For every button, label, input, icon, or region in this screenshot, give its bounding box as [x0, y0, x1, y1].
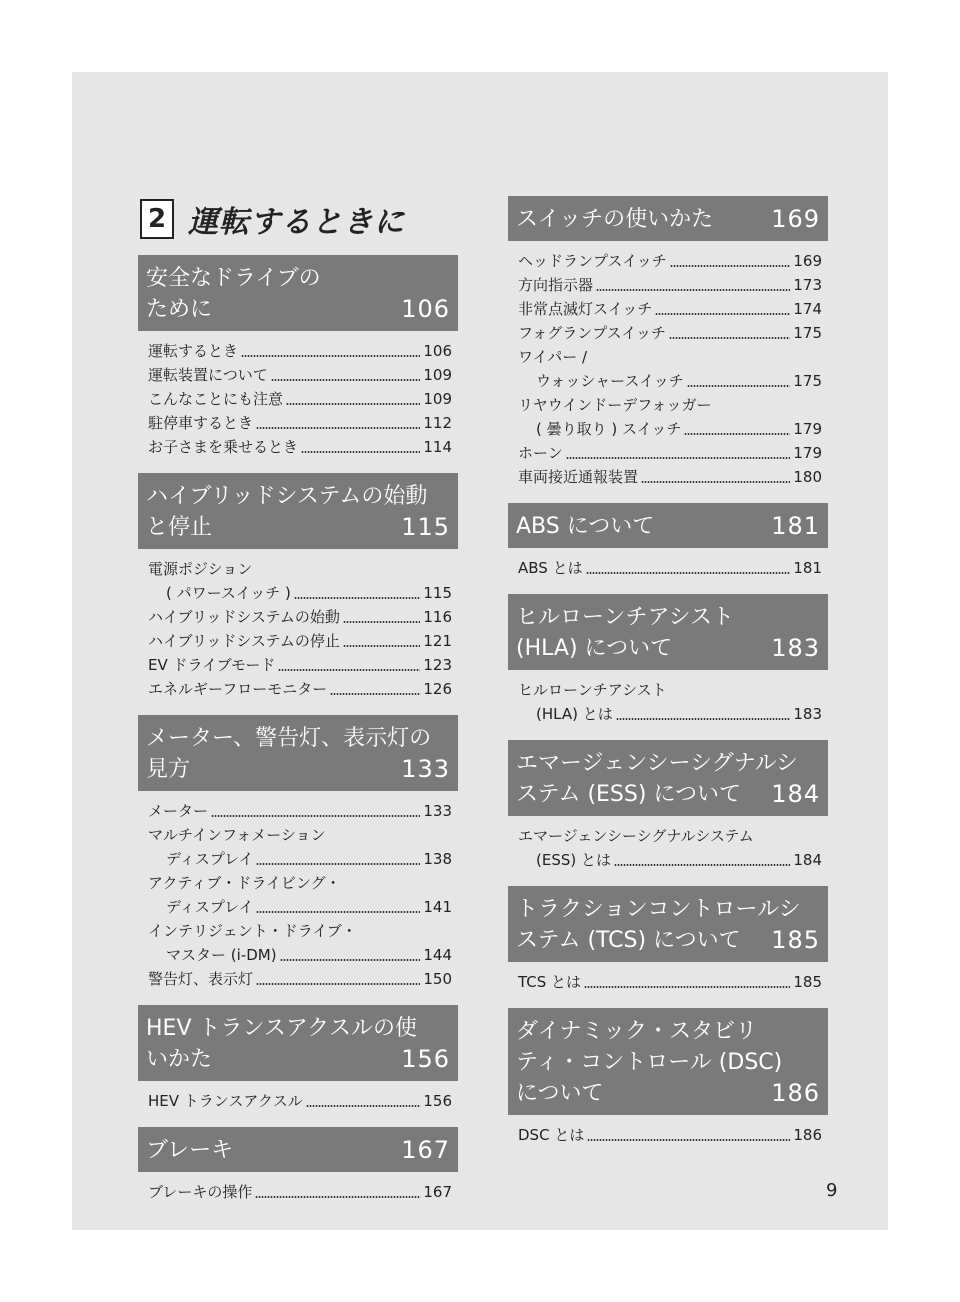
toc-entry[interactable] — [518, 249, 822, 273]
section-header[interactable] — [138, 1127, 458, 1172]
section-title: (HLA) について — [516, 636, 673, 661]
dot-leader — [271, 379, 421, 381]
toc-entry-page: 175 — [793, 324, 822, 342]
section-header[interactable] — [508, 196, 828, 241]
toc-entry[interactable] — [148, 557, 452, 605]
toc-entry-page: 115 — [423, 584, 452, 602]
toc-entry[interactable] — [148, 653, 452, 677]
toc-entry-label-line1: マルチインフォメーション — [148, 826, 326, 844]
toc-section — [508, 503, 828, 580]
section-page-number: 167 — [401, 1136, 450, 1164]
toc-entry-page: 144 — [423, 946, 452, 964]
toc-entry-label: (HLA) とは — [536, 705, 613, 723]
toc-entry-page: 109 — [423, 390, 452, 408]
toc-entry-label: メーター — [148, 802, 209, 820]
toc-entry-page: 123 — [423, 656, 452, 674]
dot-leader — [586, 572, 791, 574]
section-page-number: 181 — [771, 512, 820, 540]
dot-leader — [278, 669, 420, 671]
toc-entry[interactable] — [518, 273, 822, 297]
toc-entry-label: 駐停車するとき — [148, 414, 254, 432]
dot-leader — [256, 427, 420, 429]
page-number: 9 — [826, 1180, 838, 1201]
toc-entry-page: 114 — [423, 438, 452, 456]
toc-entry-label: ホーン — [518, 444, 563, 462]
toc-entry-label: 警告灯、表示灯 — [148, 970, 254, 988]
toc-entry-label: ABS とは — [518, 559, 583, 577]
toc-entry-label: ( 曇り取り ) スイッチ — [536, 420, 682, 438]
toc-entry-label: ハイブリッドシステムの停止 — [148, 632, 340, 650]
toc-entry[interactable] — [518, 465, 822, 489]
section-page-number: 183 — [771, 634, 820, 662]
dot-leader — [286, 403, 420, 405]
toc-entry[interactable] — [518, 556, 822, 580]
section-page-number: 106 — [401, 295, 450, 323]
toc-entry[interactable] — [148, 967, 452, 991]
toc-entry-label: DSC とは — [518, 1126, 585, 1144]
section-title: HEV トランスアクスルの使 — [146, 1016, 417, 1041]
toc-entry-page: 167 — [423, 1183, 452, 1201]
section-title: メーター、警告灯、表示灯の — [146, 726, 432, 751]
toc-section — [138, 715, 458, 991]
chapter-number: 2 — [140, 199, 174, 239]
toc-entry-page: 186 — [793, 1126, 822, 1144]
toc-entry[interactable] — [518, 297, 822, 321]
section-header[interactable] — [138, 1005, 458, 1081]
toc-section — [508, 594, 828, 726]
section-header[interactable] — [508, 1008, 828, 1115]
toc-entry[interactable] — [148, 363, 452, 387]
toc-entry-page: 138 — [423, 850, 452, 868]
toc-entry-label: こんなことにも注意 — [148, 390, 284, 408]
dot-leader — [596, 289, 790, 291]
toc-entry-label: ウォッシャースイッチ — [536, 372, 684, 390]
toc-entry-page: 174 — [793, 300, 822, 318]
toc-entry-label: 車両接近通報装置 — [518, 468, 639, 486]
dot-leader — [301, 451, 420, 453]
toc-entry[interactable] — [518, 441, 822, 465]
section-title: スイッチの使いかた — [516, 207, 714, 232]
toc-entry[interactable] — [148, 339, 452, 363]
toc-entry[interactable] — [148, 605, 452, 629]
toc-entry-page: 179 — [793, 420, 822, 438]
toc-entry-label: 非常点滅灯スイッチ — [518, 300, 653, 318]
dot-leader — [255, 1196, 420, 1198]
section-header[interactable] — [508, 503, 828, 548]
section-header[interactable] — [138, 473, 458, 549]
section-title: ティ・コントロール (DSC) — [516, 1050, 783, 1075]
section-page-number: 185 — [771, 926, 820, 954]
toc-entry[interactable] — [148, 919, 452, 967]
toc-entry[interactable] — [148, 1089, 452, 1113]
toc-entry-label: TCS とは — [518, 973, 582, 991]
toc-entry-label: EV ドライブモード — [148, 656, 276, 674]
toc-entry-label: ディスプレイ — [166, 850, 254, 868]
toc-entry-page: 179 — [793, 444, 822, 462]
dot-leader — [566, 457, 791, 459]
dot-leader — [669, 337, 790, 339]
toc-entry-label-line1: インテリジェント・ドライブ・ — [148, 922, 357, 940]
toc-entry[interactable] — [148, 411, 452, 435]
toc-entry-label: エネルギーフローモニター — [148, 680, 328, 698]
section-title: トラクションコントロールシ — [516, 897, 801, 922]
toc-entry-label: お子さまを乗せるとき — [148, 438, 299, 456]
toc-section — [508, 1008, 828, 1147]
toc-entry-page: 150 — [423, 970, 452, 988]
toc-entry-page: 156 — [423, 1092, 452, 1110]
section-title: ステム (TCS) について — [516, 928, 741, 953]
toc-right-column — [508, 196, 828, 1161]
section-header[interactable] — [138, 255, 458, 331]
toc-entry[interactable] — [148, 1180, 452, 1204]
toc-entry-page: 112 — [423, 414, 452, 432]
dot-leader — [343, 645, 421, 647]
toc-entry-label-line1: エマージェンシーシグナルシステム — [518, 827, 754, 845]
toc-entry-page: 175 — [793, 372, 822, 390]
dot-leader — [584, 986, 790, 988]
toc-entry-page: 116 — [423, 608, 452, 626]
toc-entry[interactable] — [148, 871, 452, 919]
toc-entry-page: 181 — [793, 559, 822, 577]
toc-entry[interactable] — [148, 435, 452, 459]
toc-entry-label-line1: リヤウインドーデフォッガー — [518, 396, 712, 414]
dot-leader — [211, 815, 420, 817]
section-page-number: 184 — [771, 780, 820, 808]
toc-entry-label: 運転装置について — [148, 366, 268, 384]
chapter-title: 運転するときに — [188, 205, 405, 240]
toc-entry[interactable] — [148, 629, 452, 653]
toc-entry-page: 133 — [423, 802, 452, 820]
toc-entry[interactable] — [518, 321, 822, 345]
toc-entry-page: 180 — [793, 468, 822, 486]
section-page-number: 133 — [401, 755, 450, 783]
toc-entry-label-line1: アクティブ・ドライビング・ — [148, 874, 341, 892]
toc-left-column — [138, 255, 458, 1218]
toc-entry[interactable] — [148, 387, 452, 411]
section-title: ステム (ESS) について — [516, 782, 742, 807]
dot-leader — [687, 385, 791, 387]
dot-leader — [641, 481, 790, 483]
toc-entry-page: 106 — [423, 342, 452, 360]
toc-entry[interactable] — [518, 393, 822, 441]
toc-entry-page: 109 — [423, 366, 452, 384]
toc-entry[interactable] — [518, 970, 822, 994]
dot-leader — [330, 693, 420, 695]
toc-entry-label: ヘッドランプスイッチ — [518, 252, 667, 270]
toc-entry-label: (ESS) とは — [536, 851, 611, 869]
toc-entry-label: ( パワースイッチ ) — [166, 584, 291, 602]
section-header[interactable] — [508, 594, 828, 670]
toc-entry-page: 184 — [793, 851, 822, 869]
toc-entry[interactable] — [518, 824, 822, 872]
dot-leader — [280, 959, 421, 961]
dot-leader — [616, 718, 791, 720]
toc-entry-label: フォグランプスイッチ — [518, 324, 667, 342]
toc-entry-page: 121 — [423, 632, 452, 650]
toc-entry[interactable] — [148, 823, 452, 871]
toc-entry[interactable] — [518, 678, 822, 726]
toc-section — [508, 886, 828, 994]
toc-entry-label-line1: ヒルローンチアシスト — [518, 681, 667, 699]
toc-section — [508, 740, 828, 872]
dot-leader — [684, 433, 790, 435]
section-title: ハイブリッドシステムの始動 — [146, 484, 428, 509]
dot-leader — [256, 863, 420, 865]
toc-entry-label: 運転するとき — [148, 342, 239, 360]
dot-leader — [614, 864, 790, 866]
section-header[interactable] — [138, 715, 458, 791]
dot-leader — [256, 911, 420, 913]
toc-section — [508, 196, 828, 489]
toc-entry-label: 方向指示器 — [518, 276, 594, 294]
section-header[interactable] — [508, 740, 828, 816]
toc-entry[interactable] — [148, 799, 452, 823]
toc-entry-page: 183 — [793, 705, 822, 723]
section-title: ために — [146, 297, 213, 322]
toc-entry-page: 169 — [793, 252, 822, 270]
toc-section — [138, 1127, 458, 1204]
toc-section — [138, 255, 458, 459]
section-title: いかた — [146, 1047, 213, 1072]
toc-entry-label: ディスプレイ — [166, 898, 254, 916]
toc-entry-page: 185 — [793, 973, 822, 991]
dot-leader — [655, 313, 790, 315]
section-page-number: 156 — [401, 1045, 450, 1073]
dot-leader — [306, 1105, 421, 1107]
toc-section — [138, 473, 458, 701]
toc-entry-label-line1: ワイパー / — [518, 348, 588, 366]
toc-entry-page: 141 — [423, 898, 452, 916]
section-page-number: 169 — [771, 205, 820, 233]
section-title: 安全なドライブの — [146, 266, 321, 291]
section-title: ヒルローンチアシスト — [516, 605, 735, 630]
toc-section — [138, 1005, 458, 1113]
toc-entry-label: HEV トランスアクスル — [148, 1092, 303, 1110]
toc-entry-page: 173 — [793, 276, 822, 294]
toc-entry-label: ハイブリッドシステムの始動 — [148, 608, 340, 626]
section-title: ブレーキ — [146, 1138, 234, 1163]
toc-entry-page: 126 — [423, 680, 452, 698]
dot-leader — [343, 621, 421, 623]
section-title: 見方 — [146, 757, 191, 782]
dot-leader — [294, 597, 420, 599]
section-title: ダイナミック・スタビリ — [516, 1019, 758, 1044]
dot-leader — [587, 1139, 790, 1141]
section-title: エマージェンシーシグナルシ — [516, 751, 799, 776]
dot-leader — [241, 355, 420, 357]
section-page-number: 186 — [771, 1079, 820, 1107]
section-title: ABS について — [516, 514, 655, 539]
section-header[interactable] — [508, 886, 828, 962]
toc-entry[interactable] — [518, 1123, 822, 1147]
toc-entry[interactable] — [518, 345, 822, 393]
toc-entry-label-line1: 電源ポジション — [148, 560, 253, 578]
section-title: と停止 — [146, 515, 213, 540]
chapter-heading — [140, 196, 405, 242]
dot-leader — [670, 265, 791, 267]
dot-leader — [256, 983, 420, 985]
section-title: について — [516, 1081, 604, 1106]
toc-entry-label: マスター (i-DM) — [166, 946, 277, 964]
toc-entry[interactable] — [148, 677, 452, 701]
section-page-number: 115 — [401, 513, 450, 541]
toc-entry-label: ブレーキの操作 — [148, 1183, 253, 1201]
